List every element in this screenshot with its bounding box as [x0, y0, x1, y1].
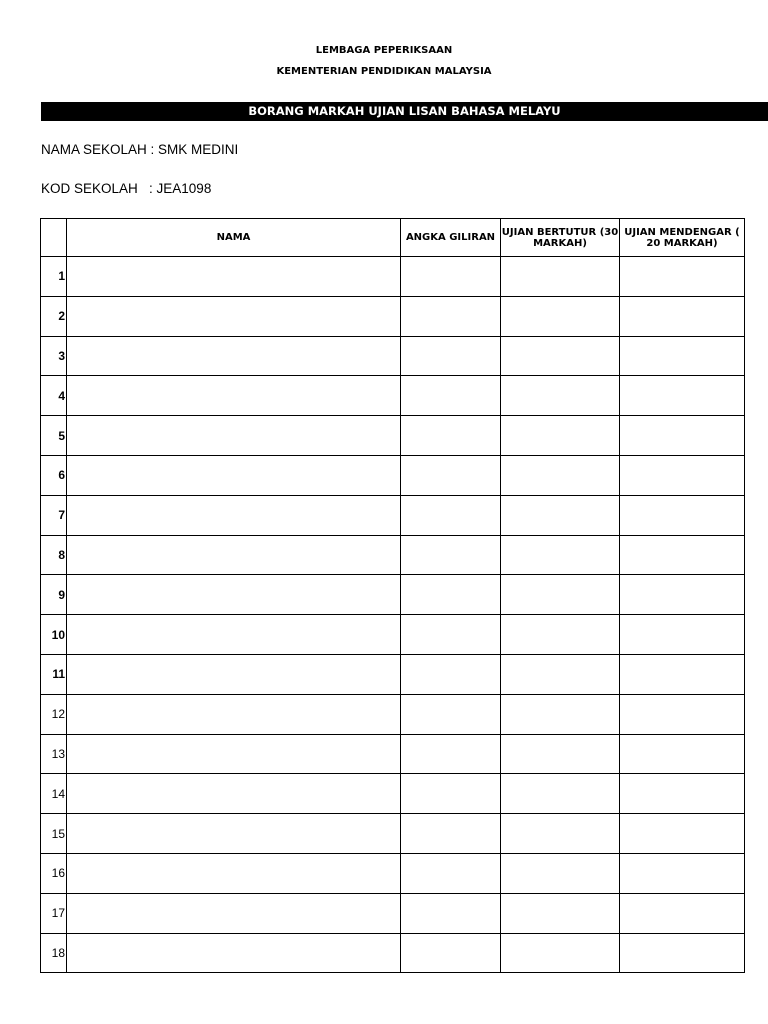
speaking-mark-cell[interactable] — [501, 774, 620, 814]
listening-mark-cell[interactable] — [620, 694, 745, 734]
school-code: KOD SEKOLAH : JEA1098 — [41, 181, 212, 196]
speaking-mark-cell[interactable] — [501, 336, 620, 376]
row-number: 15 — [41, 814, 67, 854]
name-cell[interactable] — [67, 853, 401, 893]
listening-mark-cell[interactable] — [620, 734, 745, 774]
speaking-mark-cell[interactable] — [501, 455, 620, 495]
name-cell[interactable] — [67, 257, 401, 297]
index-number-cell[interactable] — [401, 694, 501, 734]
row-number: 7 — [41, 495, 67, 535]
listening-mark-cell[interactable] — [620, 257, 745, 297]
index-number-cell[interactable] — [401, 615, 501, 655]
column-header-index-number: ANGKA GILIRAN — [401, 219, 501, 257]
name-cell[interactable] — [67, 654, 401, 694]
row-number: 3 — [41, 336, 67, 376]
name-cell[interactable] — [67, 296, 401, 336]
table-row — [41, 455, 745, 495]
speaking-mark-cell[interactable] — [501, 654, 620, 694]
index-number-cell[interactable] — [401, 535, 501, 575]
table-row — [41, 296, 745, 336]
name-cell[interactable] — [67, 814, 401, 854]
index-number-cell[interactable] — [401, 654, 501, 694]
name-cell[interactable] — [67, 734, 401, 774]
listening-mark-cell[interactable] — [620, 893, 745, 933]
table-body — [41, 257, 745, 973]
name-cell[interactable] — [67, 774, 401, 814]
listening-mark-cell[interactable] — [620, 853, 745, 893]
name-cell[interactable] — [67, 416, 401, 456]
table-row — [41, 376, 745, 416]
table-row — [41, 933, 745, 973]
speaking-mark-cell[interactable] — [501, 257, 620, 297]
listening-mark-cell[interactable] — [620, 814, 745, 854]
index-number-cell[interactable] — [401, 814, 501, 854]
speaking-mark-cell[interactable] — [501, 535, 620, 575]
table-row — [41, 416, 745, 456]
table-row — [41, 734, 745, 774]
row-number: 8 — [41, 535, 67, 575]
row-number: 13 — [41, 734, 67, 774]
speaking-mark-cell[interactable] — [501, 495, 620, 535]
index-number-cell[interactable] — [401, 933, 501, 973]
table-row — [41, 575, 745, 615]
table-row — [41, 336, 745, 376]
table-row — [41, 495, 745, 535]
index-number-cell[interactable] — [401, 296, 501, 336]
row-number: 16 — [41, 853, 67, 893]
row-number: 11 — [41, 654, 67, 694]
form-title-bar: BORANG MARKAH UJIAN LISAN BAHASA MELAYU — [41, 102, 768, 121]
name-cell[interactable] — [67, 615, 401, 655]
speaking-mark-cell[interactable] — [501, 734, 620, 774]
listening-mark-cell[interactable] — [620, 336, 745, 376]
header-line-2: KEMENTERIAN PENDIDIKAN MALAYSIA — [276, 66, 492, 77]
name-cell[interactable] — [67, 336, 401, 376]
index-number-cell[interactable] — [401, 376, 501, 416]
row-number: 14 — [41, 774, 67, 814]
speaking-mark-cell[interactable] — [501, 893, 620, 933]
header-line-1: LEMBAGA PEPERIKSAAN — [315, 45, 453, 56]
row-number: 6 — [41, 455, 67, 495]
listening-mark-cell[interactable] — [620, 535, 745, 575]
index-number-cell[interactable] — [401, 495, 501, 535]
name-cell[interactable] — [67, 455, 401, 495]
speaking-mark-cell[interactable] — [501, 296, 620, 336]
listening-mark-cell[interactable] — [620, 615, 745, 655]
speaking-mark-cell[interactable] — [501, 694, 620, 734]
listening-mark-cell[interactable] — [620, 654, 745, 694]
listening-mark-cell[interactable] — [620, 933, 745, 973]
row-number: 10 — [41, 615, 67, 655]
table-row — [41, 257, 745, 297]
row-number: 5 — [41, 416, 67, 456]
row-number: 9 — [41, 575, 67, 615]
table-row — [41, 654, 745, 694]
row-number: 17 — [41, 893, 67, 933]
column-header-speaking-test: UJIAN BERTUTUR (30 MARKAH) — [501, 219, 620, 257]
listening-mark-cell[interactable] — [620, 495, 745, 535]
listening-mark-cell[interactable] — [620, 575, 745, 615]
table-row — [41, 814, 745, 854]
listening-mark-cell[interactable] — [620, 296, 745, 336]
speaking-mark-cell[interactable] — [501, 933, 620, 973]
index-number-cell[interactable] — [401, 575, 501, 615]
row-number: 1 — [41, 257, 67, 297]
school-name: NAMA SEKOLAH : SMK MEDINI — [41, 142, 239, 157]
table-row — [41, 535, 745, 575]
marks-table — [40, 218, 745, 973]
speaking-mark-cell[interactable] — [501, 814, 620, 854]
row-number: 2 — [41, 296, 67, 336]
speaking-mark-cell[interactable] — [501, 376, 620, 416]
listening-mark-cell[interactable] — [620, 416, 745, 456]
index-number-cell[interactable] — [401, 257, 501, 297]
name-cell[interactable] — [67, 535, 401, 575]
listening-mark-cell[interactable] — [620, 376, 745, 416]
index-number-cell[interactable] — [401, 734, 501, 774]
listening-mark-cell[interactable] — [620, 774, 745, 814]
column-header-name: NAMA — [67, 219, 401, 257]
index-number-cell[interactable] — [401, 416, 501, 456]
listening-mark-cell[interactable] — [620, 455, 745, 495]
table-row — [41, 853, 745, 893]
name-cell[interactable] — [67, 893, 401, 933]
index-number-cell[interactable] — [401, 853, 501, 893]
speaking-mark-cell[interactable] — [501, 615, 620, 655]
index-number-cell[interactable] — [401, 455, 501, 495]
speaking-mark-cell[interactable] — [501, 575, 620, 615]
name-cell[interactable] — [67, 694, 401, 734]
table-header-row — [41, 219, 745, 257]
name-cell[interactable] — [67, 495, 401, 535]
name-cell[interactable] — [67, 575, 401, 615]
speaking-mark-cell[interactable] — [501, 853, 620, 893]
index-number-cell[interactable] — [401, 774, 501, 814]
row-number: 12 — [41, 694, 67, 734]
column-header-listening-test: UJIAN MENDENGAR ( 20 MARKAH) — [620, 219, 745, 257]
row-number: 4 — [41, 376, 67, 416]
speaking-mark-cell[interactable] — [501, 416, 620, 456]
name-cell[interactable] — [67, 933, 401, 973]
column-header-number — [41, 219, 67, 257]
table-row — [41, 893, 745, 933]
table-row — [41, 615, 745, 655]
index-number-cell[interactable] — [401, 893, 501, 933]
table-row — [41, 774, 745, 814]
index-number-cell[interactable] — [401, 336, 501, 376]
table-row — [41, 694, 745, 734]
name-cell[interactable] — [67, 376, 401, 416]
row-number: 18 — [41, 933, 67, 973]
